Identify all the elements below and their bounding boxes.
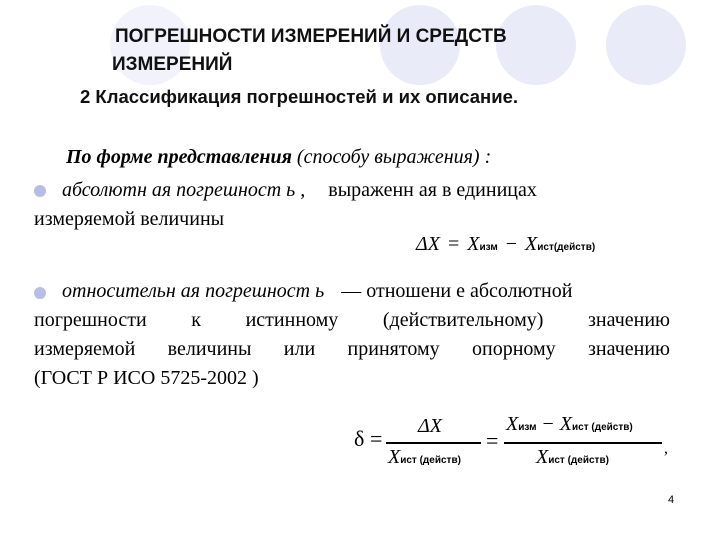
f1-eq: = — [447, 233, 460, 255]
f2-den2-x: X — [536, 446, 549, 468]
f2-num2-sub2: ист (действ) — [572, 422, 633, 433]
f2-den1-x: X — [388, 446, 401, 468]
slide-title-line1: ПОГРЕШНОСТИ ИЗМЕРЕНИЙ И СРЕДСТВ — [115, 26, 507, 47]
f1-sub-true: ист(действ) — [537, 242, 596, 253]
f2-eq: = — [370, 426, 383, 451]
item2-line1 — [62, 280, 572, 303]
decor-circle — [606, 5, 686, 85]
f1-x2: X — [525, 233, 538, 255]
bullet-icon — [34, 287, 46, 299]
f2-delta: δ — [354, 426, 365, 451]
item2-line2: погрешности к истинному (действительному) значению — [34, 309, 670, 331]
f2-comma: , — [664, 440, 668, 457]
intro-line — [66, 146, 491, 169]
f1-delta: ΔX — [416, 233, 440, 255]
f2-num2-minus: − — [542, 413, 554, 435]
f2-eq2: = — [486, 428, 499, 453]
f2-num2-x2: X — [559, 413, 572, 435]
formula-absolute-error — [416, 233, 595, 256]
f2-den1-sub: ист (действ) — [400, 455, 461, 466]
decor-circle — [496, 5, 576, 85]
f1-minus: − — [505, 233, 518, 255]
f2-num2-x: X — [506, 413, 519, 435]
f2-den2 — [536, 446, 609, 469]
f1-x: X — [467, 233, 480, 255]
f2-num1: ΔX — [418, 415, 442, 437]
item2-term: относительн ая погрешност ь — [62, 280, 325, 302]
item1-text: выраженн ая в единицах — [328, 179, 537, 201]
item1-line1 — [62, 179, 537, 202]
f2-fraction-bar-1 — [386, 442, 481, 444]
item2-line3: измеряемой величины или принятому опорному значению — [34, 338, 670, 360]
f2-num2 — [506, 413, 633, 436]
f2-num2-sub: изм — [518, 422, 537, 433]
intro-bold: По форме представления — [66, 146, 292, 168]
slide-subtitle: 2 Классификация погрешностей и их описание. — [80, 86, 519, 107]
bullet-icon — [34, 185, 46, 197]
item1-term: абсолютн ая погрешност ь , — [62, 179, 306, 201]
item2-text: — отношени е абсолютной — [341, 280, 573, 302]
f1-sub-meas: изм — [479, 242, 498, 253]
f2-den1 — [388, 446, 461, 469]
item2-line4: (ГОСТ Р ИСО 5725-2002 ) — [34, 367, 259, 389]
slide-title-line2: ИЗМЕРЕНИЙ — [112, 54, 233, 75]
f2-den2-sub: ист (действ) — [548, 455, 609, 466]
item1-line2: измеряемой величины — [34, 208, 225, 230]
page-number: 4 — [668, 494, 675, 506]
f2-fraction-bar-2 — [504, 442, 662, 444]
intro-rest: (способу выражения) : — [291, 146, 492, 168]
